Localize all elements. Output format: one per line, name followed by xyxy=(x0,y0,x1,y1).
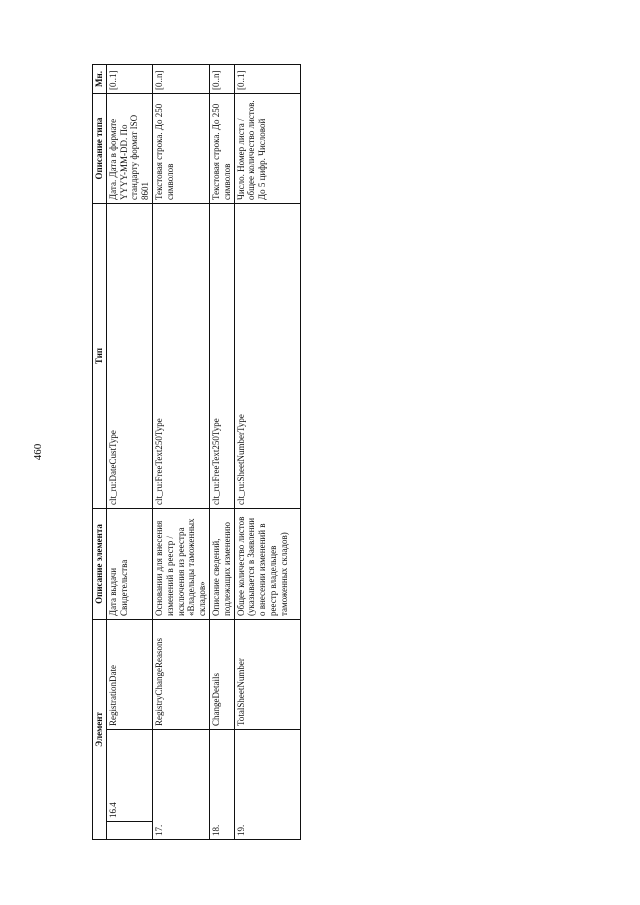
table-row xyxy=(234,65,300,840)
table-header-row xyxy=(93,65,107,840)
row-type: clt_ru:SheetNumberType xyxy=(234,204,300,509)
table-row xyxy=(209,65,234,840)
row-description: Описание сведений, подлежащих изменению xyxy=(209,509,234,620)
header-multiplicity: Мн. xyxy=(93,65,107,94)
row-number: 18. xyxy=(209,730,234,840)
row-type-description: Текстовая строка. До 250 символов xyxy=(152,94,209,204)
header-element-description: Описание элемента xyxy=(93,509,107,620)
row-number: 17. xyxy=(152,730,209,840)
rotated-table-container xyxy=(92,65,306,840)
row-type: clt_ru:FreeText250Type xyxy=(209,204,234,509)
row-type: clt_ru:DateCustType xyxy=(106,204,152,509)
elements-table xyxy=(92,64,301,840)
row-element: RegistrationDate xyxy=(106,620,152,730)
row-multiplicity: [0..n] xyxy=(152,65,209,94)
row-type-description: Число. Номер листа / общее количество листов. До 5 цифр. Числовой xyxy=(234,94,300,204)
row-multiplicity: [0..1] xyxy=(106,65,152,94)
row-indent-cell xyxy=(106,822,152,840)
row-type-description: Текстовая строка. До 250 символов xyxy=(209,94,234,204)
table-row xyxy=(106,65,152,840)
row-description: Основании для внесения изменений в реестр / исключения из реестра «Владельцы таможенных складов» xyxy=(152,509,209,620)
row-element: ChangeDetails xyxy=(209,620,234,730)
header-type: Тип xyxy=(93,204,107,509)
row-number: 16.4 xyxy=(106,730,152,822)
row-element: TotalSheetNumber xyxy=(234,620,300,730)
row-type-description: Дата. Дата в формате YYYY-MM-DD. По стандарту формат ISO 8601 xyxy=(106,94,152,204)
row-description: Дата выдачи Свидетельства xyxy=(106,509,152,620)
row-multiplicity: [0..1] xyxy=(234,65,300,94)
page-number: 460 xyxy=(32,443,44,461)
header-element: Элемент xyxy=(93,620,107,840)
table-row xyxy=(152,65,209,840)
row-multiplicity: [0..n] xyxy=(209,65,234,94)
row-type: clt_ru:FreeText250Type xyxy=(152,204,209,509)
header-type-description: Описание типа xyxy=(93,94,107,204)
row-element: RegistryChangeReasons xyxy=(152,620,209,730)
row-description: Общее количество листов (указывается в Заявлении о внесении изменений в реестр владельцев таможенных складов) xyxy=(234,509,300,620)
row-number: 19. xyxy=(234,730,300,840)
